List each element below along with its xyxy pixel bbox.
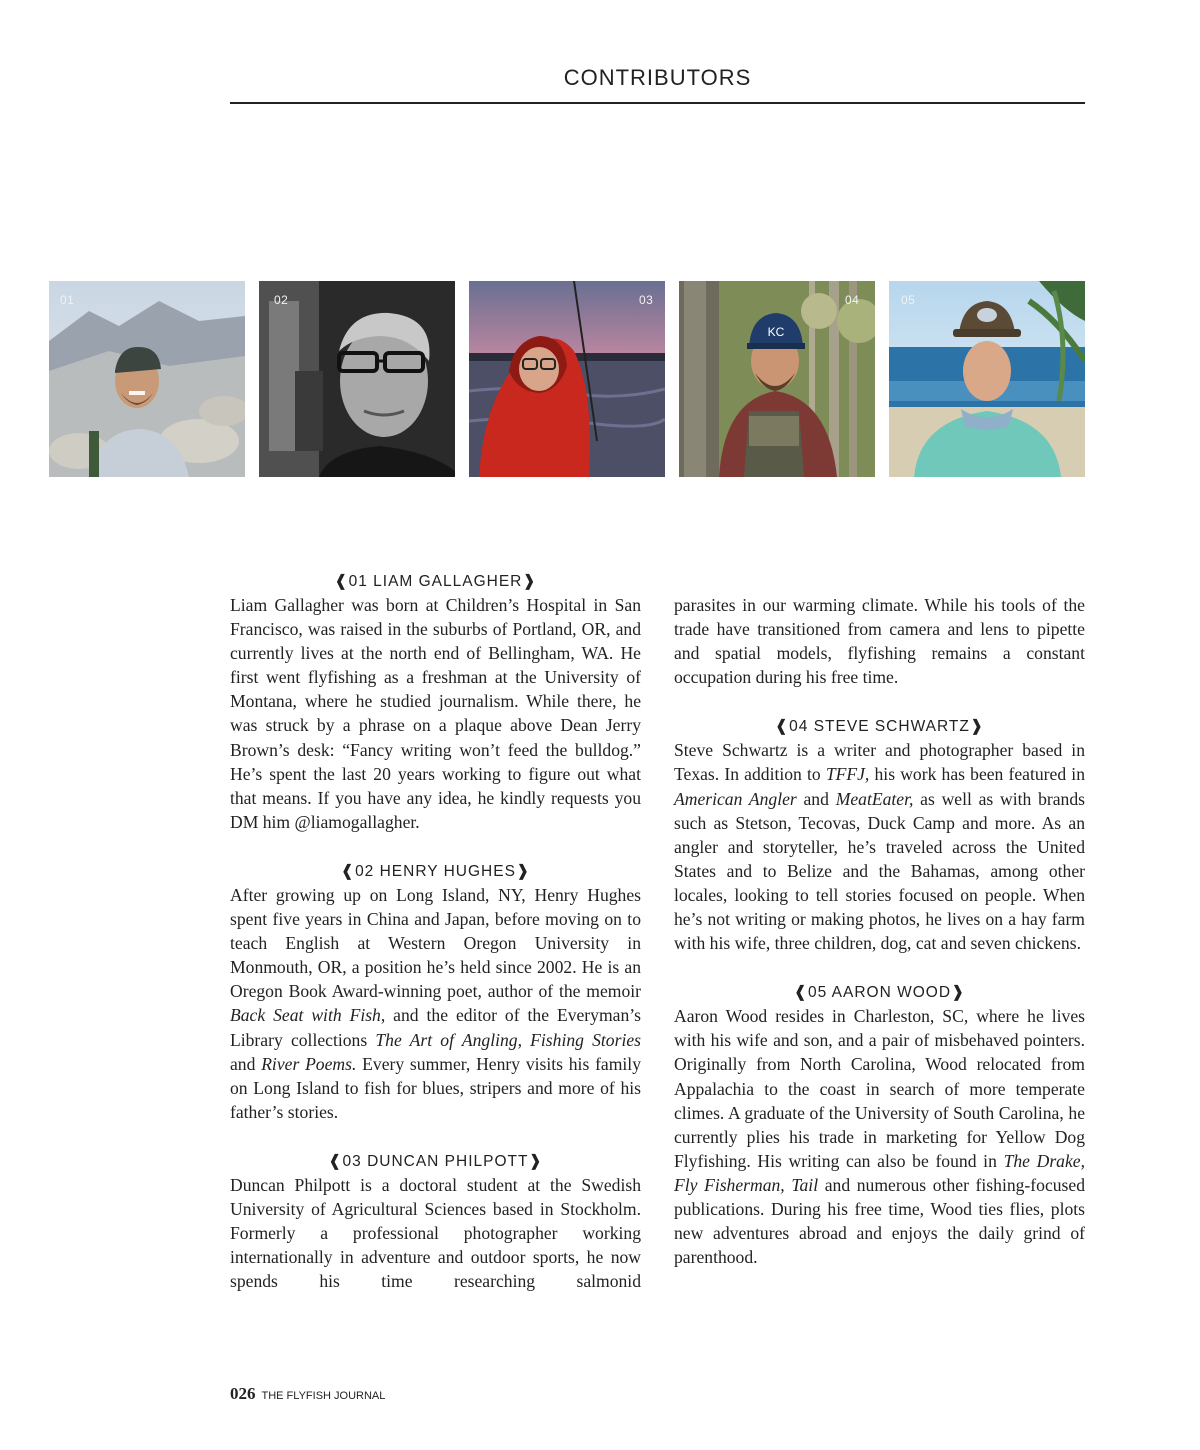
ornament-left-icon: ❰ — [334, 571, 349, 590]
bio-column-right — [674, 593, 1085, 1269]
contributor-photo-1 — [49, 281, 245, 477]
svg-text:KC: KC — [767, 325, 785, 339]
bio-text-liam-gallagher: Liam Gallagher was born at Children’s Hospital in San Francisco, was raised in the suburbs of Portland, OR, and currently lives at the north end of Bellingham, WA. He first went flyfishing as a freshman at the University of Montana, where he studied journalism. While there, he was struck by a phrase on a plaque above Dean Jerry Brown’s desk: “Fancy writing won’t feed the bulldog.” He’s spent the last 20 years working to figure out what that means. If you have any idea, he kindly requests you DM him @liamogallagher. — [230, 595, 641, 832]
photo-number-3: 03 — [639, 293, 654, 307]
publication-title: American Angler — [674, 788, 797, 809]
photo-number-2: 02 — [274, 293, 289, 307]
bio-text-duncan-philpott: Duncan Philpott is a doctoral student at the Swedish University of Agricultural Sciences based in Stockholm. Formerly a professional photographer working internationally in adventure and outdoor sports, he now spends his time researching salmonid — [230, 1174, 641, 1292]
page-header — [230, 60, 1085, 104]
ornament-left-icon: ❰ — [340, 860, 356, 880]
contributor-photo-5 — [889, 281, 1085, 477]
ornament-left-icon: ❰ — [793, 982, 808, 1002]
bio-text-aaron-wood: Aaron Wood resides in Charleston, SC, where he lives with his wife and son, and a pair of misbehaved pointers. Originally from North Carolina, Wood relocated from Appalachia to the coast in search of more temperate climes. A graduate of the University of South Carolina, he currently plies his trade in marketing for Yellow Dog Flyfishing. His writing can also be found in The Drake, Fly Fisherman, Tail and numerous other fishing-focused publications. During his free time, Wood ties flies, plots new adventures abroad and enjoys the daily grind of parenthood. — [674, 1006, 1086, 1268]
bio-text-henry-hughes: After growing up on Long Island, NY, Henry Hughes spent five years in China and Japan, before moving on to teach English at Western Oregon University in Monmouth, OR, a position he’s held since 2002. He is an Oregon Book Award-winning poet, author of the memoir Back Seat with Fish, and the editor of the Everyman’s Library collections The Art of Angling, Fishing Stories and River Poems. Every summer, Henry visits his family on Long Island to fish for blues, stripers and more of his father’s stories. — [230, 884, 641, 1122]
bio-text-duncan-philpott-continued: parasites in our warming climate. While his tools of the trade have transitioned from camera and lens to pipette and spatial models, flyfishing remains a constant occupation during his free time. — [674, 595, 1085, 688]
ornament-right-icon: ❱ — [522, 571, 537, 590]
bio-heading-aaron-wood: ❰05 AARON WOOD❱ — [793, 982, 966, 1002]
bio-heading-liam-gallagher: ❰01 LIAM GALLAGHER❱ — [334, 571, 537, 590]
book-title: Back Seat with Fish, — [230, 1005, 386, 1026]
ornament-left-icon: ❰ — [328, 1150, 343, 1170]
photo-number-1: 01 — [60, 293, 75, 307]
contributor-photo-3 — [469, 281, 665, 477]
ornament-right-icon: ❱ — [969, 716, 985, 736]
book-title: River Poems. — [261, 1053, 357, 1074]
publication-title: TFFJ, — [825, 764, 870, 785]
ornament-right-icon: ❱ — [951, 982, 966, 1002]
contributor-photo-strip — [49, 281, 1085, 477]
photo-number-5: 05 — [901, 293, 916, 307]
book-title: The Art of Angling, Fishing Stories — [375, 1029, 641, 1050]
publication-name: THE FLYFISH JOURNAL — [261, 1390, 386, 1402]
contributor-photo-2 — [259, 281, 455, 477]
page-footer — [230, 1384, 385, 1404]
page-title: CONTRIBUTORS — [563, 65, 752, 90]
ornament-left-icon: ❰ — [774, 716, 790, 736]
bio-heading-henry-hughes: ❰02 HENRY HUGHES❱ — [340, 860, 531, 880]
bio-heading-duncan-philpott: ❰03 DUNCAN PHILPOTT❱ — [328, 1150, 543, 1170]
publication-title: The Drake, Fly Fisherman, Tail — [674, 1150, 1086, 1195]
page-number: 026 — [230, 1384, 256, 1403]
publication-title: MeatEater, — [835, 788, 914, 809]
contributor-photo-4 — [679, 281, 875, 477]
bio-text-steve-schwartz: Steve Schwartz is a writer and photographer based in Texas. In addition to TFFJ, his work has been featured in American Angler and MeatEater, as well as with brands such as Stetson, Tecovas, Duck Camp and more. As an angler and storyteller, he’s traveled across the United States and to Belize and the Bahamas, among other locales, looking to tell stories focused on people. When he’s not writing or making photos, he lives on a hay farm with his wife, three children, dog, cat and seven chickens. — [674, 740, 1085, 954]
bio-column-left — [230, 568, 641, 1293]
ornament-right-icon: ❱ — [515, 860, 531, 880]
photo-number-4: 04 — [845, 293, 860, 307]
ornament-right-icon: ❱ — [528, 1150, 543, 1170]
bio-heading-steve-schwartz: ❰04 STEVE SCHWARTZ❱ — [774, 716, 985, 736]
